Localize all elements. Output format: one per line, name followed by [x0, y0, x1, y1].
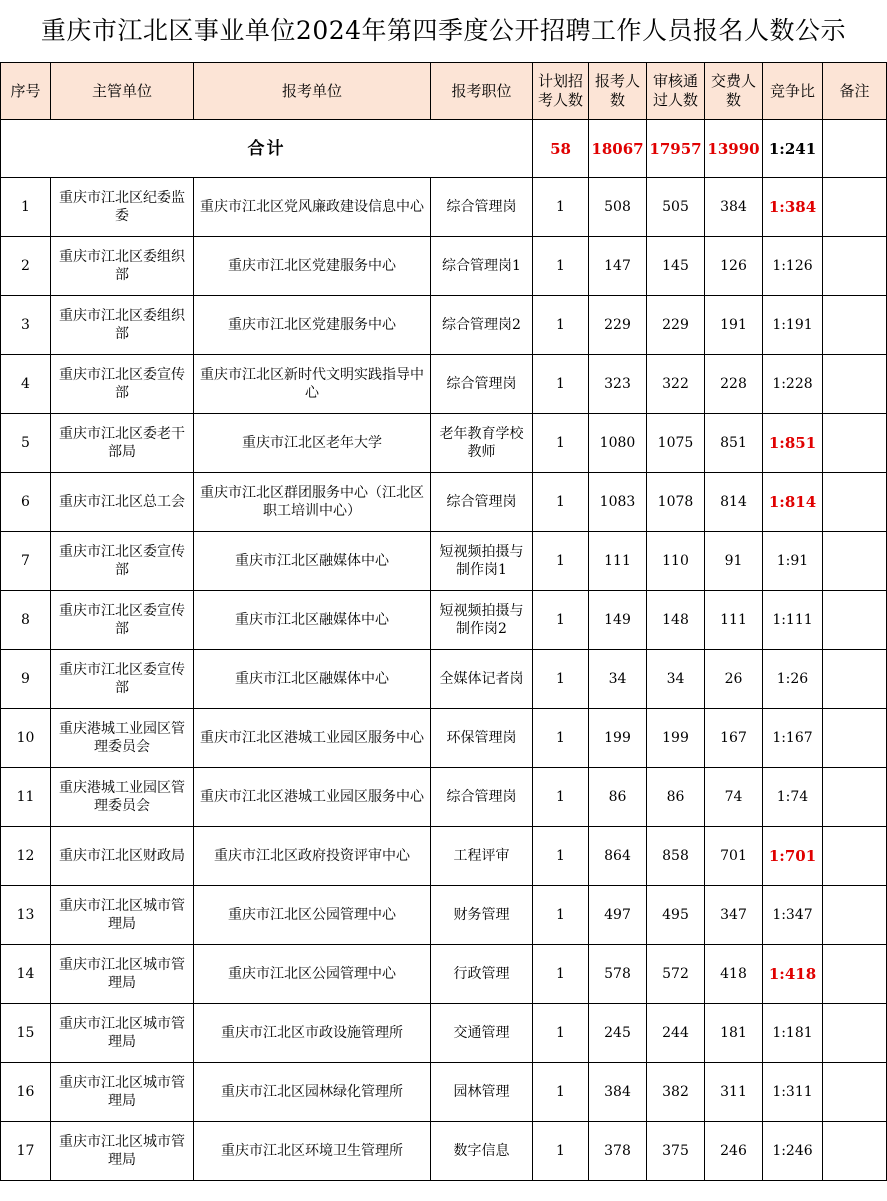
cell-applied: 149	[589, 591, 647, 650]
total-note	[823, 120, 887, 178]
cell-dept: 重庆市江北区财政局	[51, 827, 194, 886]
cell-post: 综合管理岗	[431, 768, 533, 827]
table-row	[1, 178, 887, 237]
cell-approved: 229	[647, 296, 705, 355]
cell-ratio: 1:246	[763, 1122, 823, 1181]
cell-applied: 578	[589, 945, 647, 1004]
cell-dept: 重庆市江北区委宣传部	[51, 532, 194, 591]
cell-approved: 322	[647, 355, 705, 414]
cell-unit: 重庆市江北区港城工业园区服务中心	[194, 709, 431, 768]
cell-approved: 1078	[647, 473, 705, 532]
cell-post: 短视频拍摄与制作岗2	[431, 591, 533, 650]
cell-dept: 重庆市江北区城市管理局	[51, 945, 194, 1004]
cell-dept: 重庆港城工业园区管理委员会	[51, 709, 194, 768]
cell-plan: 1	[533, 355, 589, 414]
cell-approved: 244	[647, 1004, 705, 1063]
cell-ratio: 1:26	[763, 650, 823, 709]
cell-applied: 384	[589, 1063, 647, 1122]
header-plan: 计划招考人数	[533, 63, 589, 120]
table-row	[1, 827, 887, 886]
cell-ratio: 1:228	[763, 355, 823, 414]
table-row	[1, 886, 887, 945]
table-row	[1, 591, 887, 650]
cell-ratio: 1:191	[763, 296, 823, 355]
cell-paid: 814	[705, 473, 763, 532]
cell-seq: 5	[1, 414, 51, 473]
cell-approved: 375	[647, 1122, 705, 1181]
total-label: 合计	[1, 120, 533, 178]
cell-seq: 7	[1, 532, 51, 591]
cell-post: 老年教育学校教师	[431, 414, 533, 473]
cell-note	[823, 768, 887, 827]
total-plan: 58	[533, 120, 589, 178]
cell-plan: 1	[533, 709, 589, 768]
cell-note	[823, 473, 887, 532]
cell-unit: 重庆市江北区党建服务中心	[194, 237, 431, 296]
cell-ratio: 1:347	[763, 886, 823, 945]
cell-note	[823, 886, 887, 945]
cell-approved: 858	[647, 827, 705, 886]
cell-paid: 26	[705, 650, 763, 709]
cell-ratio: 1:181	[763, 1004, 823, 1063]
cell-ratio: 1:814	[763, 473, 823, 532]
cell-paid: 91	[705, 532, 763, 591]
header-paid: 交费人数	[705, 63, 763, 120]
cell-post: 行政管理	[431, 945, 533, 1004]
cell-approved: 34	[647, 650, 705, 709]
cell-post: 全媒体记者岗	[431, 650, 533, 709]
cell-ratio: 1:74	[763, 768, 823, 827]
cell-post: 短视频拍摄与制作岗1	[431, 532, 533, 591]
cell-paid: 167	[705, 709, 763, 768]
cell-paid: 181	[705, 1004, 763, 1063]
cell-plan: 1	[533, 886, 589, 945]
cell-seq: 12	[1, 827, 51, 886]
cell-plan: 1	[533, 591, 589, 650]
cell-applied: 864	[589, 827, 647, 886]
cell-paid: 246	[705, 1122, 763, 1181]
cell-post: 综合管理岗	[431, 473, 533, 532]
cell-post: 财务管理	[431, 886, 533, 945]
cell-seq: 14	[1, 945, 51, 1004]
cell-post: 综合管理岗1	[431, 237, 533, 296]
cell-applied: 86	[589, 768, 647, 827]
table-header-row	[1, 63, 887, 120]
table-row	[1, 473, 887, 532]
cell-note	[823, 591, 887, 650]
cell-approved: 1075	[647, 414, 705, 473]
registration-table	[0, 62, 887, 1181]
cell-approved: 382	[647, 1063, 705, 1122]
header-unit: 报考单位	[194, 63, 431, 120]
total-approved: 17957	[647, 120, 705, 178]
cell-paid: 191	[705, 296, 763, 355]
cell-post: 综合管理岗2	[431, 296, 533, 355]
cell-plan: 1	[533, 237, 589, 296]
cell-note	[823, 355, 887, 414]
cell-dept: 重庆市江北区城市管理局	[51, 886, 194, 945]
cell-note	[823, 650, 887, 709]
cell-note	[823, 296, 887, 355]
cell-dept: 重庆港城工业园区管理委员会	[51, 768, 194, 827]
cell-paid: 384	[705, 178, 763, 237]
cell-dept: 重庆市江北区城市管理局	[51, 1063, 194, 1122]
header-post: 报考职位	[431, 63, 533, 120]
cell-note	[823, 709, 887, 768]
table-row	[1, 1063, 887, 1122]
cell-dept: 重庆市江北区委宣传部	[51, 650, 194, 709]
cell-applied: 1083	[589, 473, 647, 532]
cell-plan: 1	[533, 473, 589, 532]
cell-unit: 重庆市江北区党建服务中心	[194, 296, 431, 355]
cell-ratio: 1:311	[763, 1063, 823, 1122]
table-row	[1, 768, 887, 827]
table-row	[1, 237, 887, 296]
cell-seq: 8	[1, 591, 51, 650]
header-dept: 主管单位	[51, 63, 194, 120]
cell-applied: 111	[589, 532, 647, 591]
cell-unit: 重庆市江北区党风廉政建设信息中心	[194, 178, 431, 237]
cell-plan: 1	[533, 768, 589, 827]
cell-seq: 9	[1, 650, 51, 709]
cell-note	[823, 1004, 887, 1063]
table-row	[1, 414, 887, 473]
cell-approved: 495	[647, 886, 705, 945]
cell-plan: 1	[533, 945, 589, 1004]
cell-note	[823, 1063, 887, 1122]
cell-paid: 111	[705, 591, 763, 650]
total-ratio: 1:241	[763, 120, 823, 178]
cell-note	[823, 1122, 887, 1181]
cell-paid: 74	[705, 768, 763, 827]
cell-applied: 229	[589, 296, 647, 355]
table-row	[1, 1004, 887, 1063]
cell-unit: 重庆市江北区公园管理中心	[194, 945, 431, 1004]
cell-applied: 497	[589, 886, 647, 945]
cell-applied: 378	[589, 1122, 647, 1181]
cell-unit: 重庆市江北区融媒体中心	[194, 532, 431, 591]
cell-note	[823, 178, 887, 237]
cell-note	[823, 532, 887, 591]
cell-approved: 505	[647, 178, 705, 237]
table-row	[1, 355, 887, 414]
cell-post: 工程评审	[431, 827, 533, 886]
cell-paid: 701	[705, 827, 763, 886]
cell-seq: 16	[1, 1063, 51, 1122]
cell-dept: 重庆市江北区总工会	[51, 473, 194, 532]
cell-paid: 126	[705, 237, 763, 296]
cell-applied: 147	[589, 237, 647, 296]
cell-dept: 重庆市江北区城市管理局	[51, 1004, 194, 1063]
cell-ratio: 1:384	[763, 178, 823, 237]
cell-dept: 重庆市江北区委老干部局	[51, 414, 194, 473]
cell-unit: 重庆市江北区港城工业园区服务中心	[194, 768, 431, 827]
cell-seq: 13	[1, 886, 51, 945]
cell-seq: 3	[1, 296, 51, 355]
cell-dept: 重庆市江北区委组织部	[51, 237, 194, 296]
cell-unit: 重庆市江北区市政设施管理所	[194, 1004, 431, 1063]
cell-approved: 199	[647, 709, 705, 768]
cell-post: 园林管理	[431, 1063, 533, 1122]
cell-approved: 145	[647, 237, 705, 296]
cell-post: 综合管理岗	[431, 355, 533, 414]
cell-seq: 2	[1, 237, 51, 296]
table-row	[1, 1122, 887, 1181]
cell-plan: 1	[533, 414, 589, 473]
cell-ratio: 1:701	[763, 827, 823, 886]
cell-ratio: 1:418	[763, 945, 823, 1004]
cell-ratio: 1:126	[763, 237, 823, 296]
cell-note	[823, 827, 887, 886]
cell-seq: 10	[1, 709, 51, 768]
total-applied: 18067	[589, 120, 647, 178]
cell-approved: 86	[647, 768, 705, 827]
table-row	[1, 532, 887, 591]
cell-seq: 6	[1, 473, 51, 532]
cell-unit: 重庆市江北区融媒体中心	[194, 650, 431, 709]
cell-paid: 228	[705, 355, 763, 414]
cell-approved: 148	[647, 591, 705, 650]
cell-unit: 重庆市江北区公园管理中心	[194, 886, 431, 945]
total-row	[1, 120, 887, 178]
cell-unit: 重庆市江北区园林绿化管理所	[194, 1063, 431, 1122]
header-applied: 报考人数	[589, 63, 647, 120]
cell-plan: 1	[533, 296, 589, 355]
header-ratio: 竞争比	[763, 63, 823, 120]
cell-applied: 34	[589, 650, 647, 709]
cell-post: 交通管理	[431, 1004, 533, 1063]
cell-seq: 1	[1, 178, 51, 237]
table-row	[1, 709, 887, 768]
cell-plan: 1	[533, 532, 589, 591]
cell-applied: 508	[589, 178, 647, 237]
cell-seq: 17	[1, 1122, 51, 1181]
cell-applied: 199	[589, 709, 647, 768]
cell-unit: 重庆市江北区老年大学	[194, 414, 431, 473]
cell-applied: 1080	[589, 414, 647, 473]
cell-unit: 重庆市江北区群团服务中心（江北区职工培训中心）	[194, 473, 431, 532]
header-note: 备注	[823, 63, 887, 120]
cell-post: 环保管理岗	[431, 709, 533, 768]
cell-plan: 1	[533, 650, 589, 709]
cell-note	[823, 945, 887, 1004]
table-row	[1, 296, 887, 355]
cell-paid: 851	[705, 414, 763, 473]
cell-plan: 1	[533, 1063, 589, 1122]
table-row	[1, 945, 887, 1004]
cell-paid: 418	[705, 945, 763, 1004]
cell-dept: 重庆市江北区城市管理局	[51, 1122, 194, 1181]
cell-seq: 4	[1, 355, 51, 414]
cell-dept: 重庆市江北区委宣传部	[51, 355, 194, 414]
cell-dept: 重庆市江北区委组织部	[51, 296, 194, 355]
cell-applied: 245	[589, 1004, 647, 1063]
cell-unit: 重庆市江北区融媒体中心	[194, 591, 431, 650]
cell-applied: 323	[589, 355, 647, 414]
cell-plan: 1	[533, 827, 589, 886]
cell-unit: 重庆市江北区环境卫生管理所	[194, 1122, 431, 1181]
cell-ratio: 1:91	[763, 532, 823, 591]
cell-ratio: 1:851	[763, 414, 823, 473]
cell-approved: 110	[647, 532, 705, 591]
cell-plan: 1	[533, 178, 589, 237]
header-seq: 序号	[1, 63, 51, 120]
cell-seq: 11	[1, 768, 51, 827]
cell-post: 综合管理岗	[431, 178, 533, 237]
cell-ratio: 1:111	[763, 591, 823, 650]
cell-paid: 347	[705, 886, 763, 945]
cell-ratio: 1:167	[763, 709, 823, 768]
cell-plan: 1	[533, 1004, 589, 1063]
cell-approved: 572	[647, 945, 705, 1004]
cell-note	[823, 237, 887, 296]
header-approved: 审核通过人数	[647, 63, 705, 120]
cell-post: 数字信息	[431, 1122, 533, 1181]
cell-dept: 重庆市江北区纪委监委	[51, 178, 194, 237]
total-paid: 13990	[705, 120, 763, 178]
cell-note	[823, 414, 887, 473]
table-row	[1, 650, 887, 709]
cell-unit: 重庆市江北区新时代文明实践指导中心	[194, 355, 431, 414]
cell-paid: 311	[705, 1063, 763, 1122]
cell-dept: 重庆市江北区委宣传部	[51, 591, 194, 650]
cell-plan: 1	[533, 1122, 589, 1181]
cell-seq: 15	[1, 1004, 51, 1063]
page-title: 重庆市江北区事业单位2024年第四季度公开招聘工作人员报名人数公示	[40, 16, 847, 45]
cell-unit: 重庆市江北区政府投资评审中心	[194, 827, 431, 886]
